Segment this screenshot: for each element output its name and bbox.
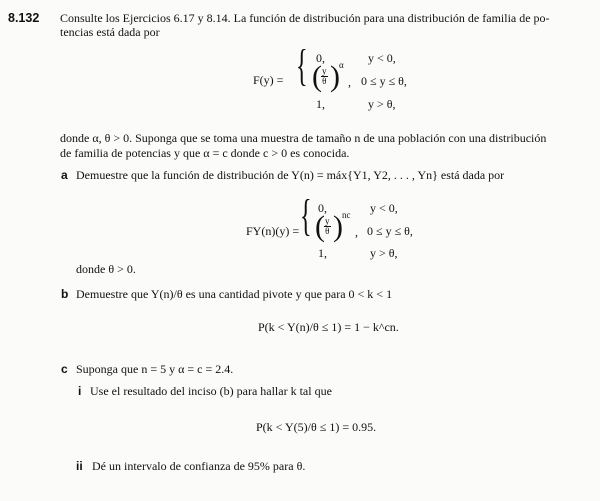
eq-F-case3-cond: y > θ, (368, 97, 396, 111)
eq-F-lhs: F(y) = (253, 73, 284, 87)
eq-FY-frac-den: θ (325, 226, 330, 236)
intro-line-1: Consulte los Ejercicios 6.17 y 8.14. La función de distribución para una distribución de familia de po- (60, 11, 550, 25)
part-c-i-text: Use el resultado del inciso (b) para hallar k tal que (90, 384, 332, 398)
eq-FY-comma: , (355, 225, 358, 239)
part-c-label: c (61, 362, 68, 376)
eq-F-frac-den: θ (322, 76, 327, 86)
eq-F-paren-left: ( (312, 60, 322, 93)
part-c-ii-label: ii (76, 459, 83, 473)
part-b-label: b (61, 287, 69, 301)
eq-FY-exponent: nc (342, 210, 351, 220)
part-c-i-label: i (78, 384, 82, 398)
eq-FY-lhs: FY(n)(y) = (246, 224, 300, 238)
part-b-equation: P(k < Y(n)/θ ≤ 1) = 1 − k^cn. (258, 320, 399, 334)
part-a-after: donde θ > 0. (76, 262, 136, 276)
eq-F-paren-right: ) (330, 60, 340, 93)
eq-F-exponent: α (339, 60, 344, 70)
part-c-i-equation: P(k < Y(5)/θ ≤ 1) = 0.95. (256, 420, 377, 434)
eq-FY-case1-val: 0, (318, 201, 327, 215)
eq-F-brace: { (296, 41, 308, 90)
para2-line-1: donde α, θ > 0. Suponga que se toma una muestra de tamaño n de una población con una distribución (60, 131, 547, 145)
part-b-text: Demuestre que Y(n)/θ es una cantidad pivote y que para 0 < k < 1 (76, 287, 393, 301)
eq-FY-case1-cond: y < 0, (370, 201, 398, 215)
eq-FY-case3-val: 1, (318, 246, 327, 260)
eq-FY-paren-right: ) (333, 210, 343, 243)
problem-number: 8.132 (8, 11, 40, 25)
intro-line-2: tencias está dada por (60, 25, 160, 39)
part-c-ii-text: Dé un intervalo de confianza de 95% para θ. (92, 459, 306, 473)
para2-line-2: de familia de potencias y que α = c donde c > 0 es conocida. (60, 146, 350, 160)
eq-FY-frac-num: y (325, 216, 330, 226)
eq-FY-fraction (324, 217, 331, 236)
eq-F-case3-val: 1, (316, 97, 325, 111)
part-a-label: a (61, 168, 68, 182)
eq-FY-paren-left: ( (315, 210, 325, 243)
eq-F-fraction (321, 67, 328, 86)
eq-F-frac-num: y (322, 66, 327, 76)
eq-F-case1-cond: y < 0, (368, 51, 396, 65)
part-a-text: Demuestre que la función de distribución de Y(n) = máx{Y1, Y2, . . . , Yn} está dada por (76, 168, 505, 182)
eq-F-case2-cond: 0 ≤ y ≤ θ, (361, 74, 407, 88)
eq-FY-brace: { (300, 191, 312, 240)
eq-FY-case3-cond: y > θ, (370, 246, 398, 260)
eq-F-comma: , (348, 75, 351, 89)
part-c-text: Suponga que n = 5 y α = c = 2.4. (76, 362, 234, 376)
eq-F-case1-val: 0, (316, 51, 325, 65)
eq-FY-case2-cond: 0 ≤ y ≤ θ, (367, 224, 413, 238)
